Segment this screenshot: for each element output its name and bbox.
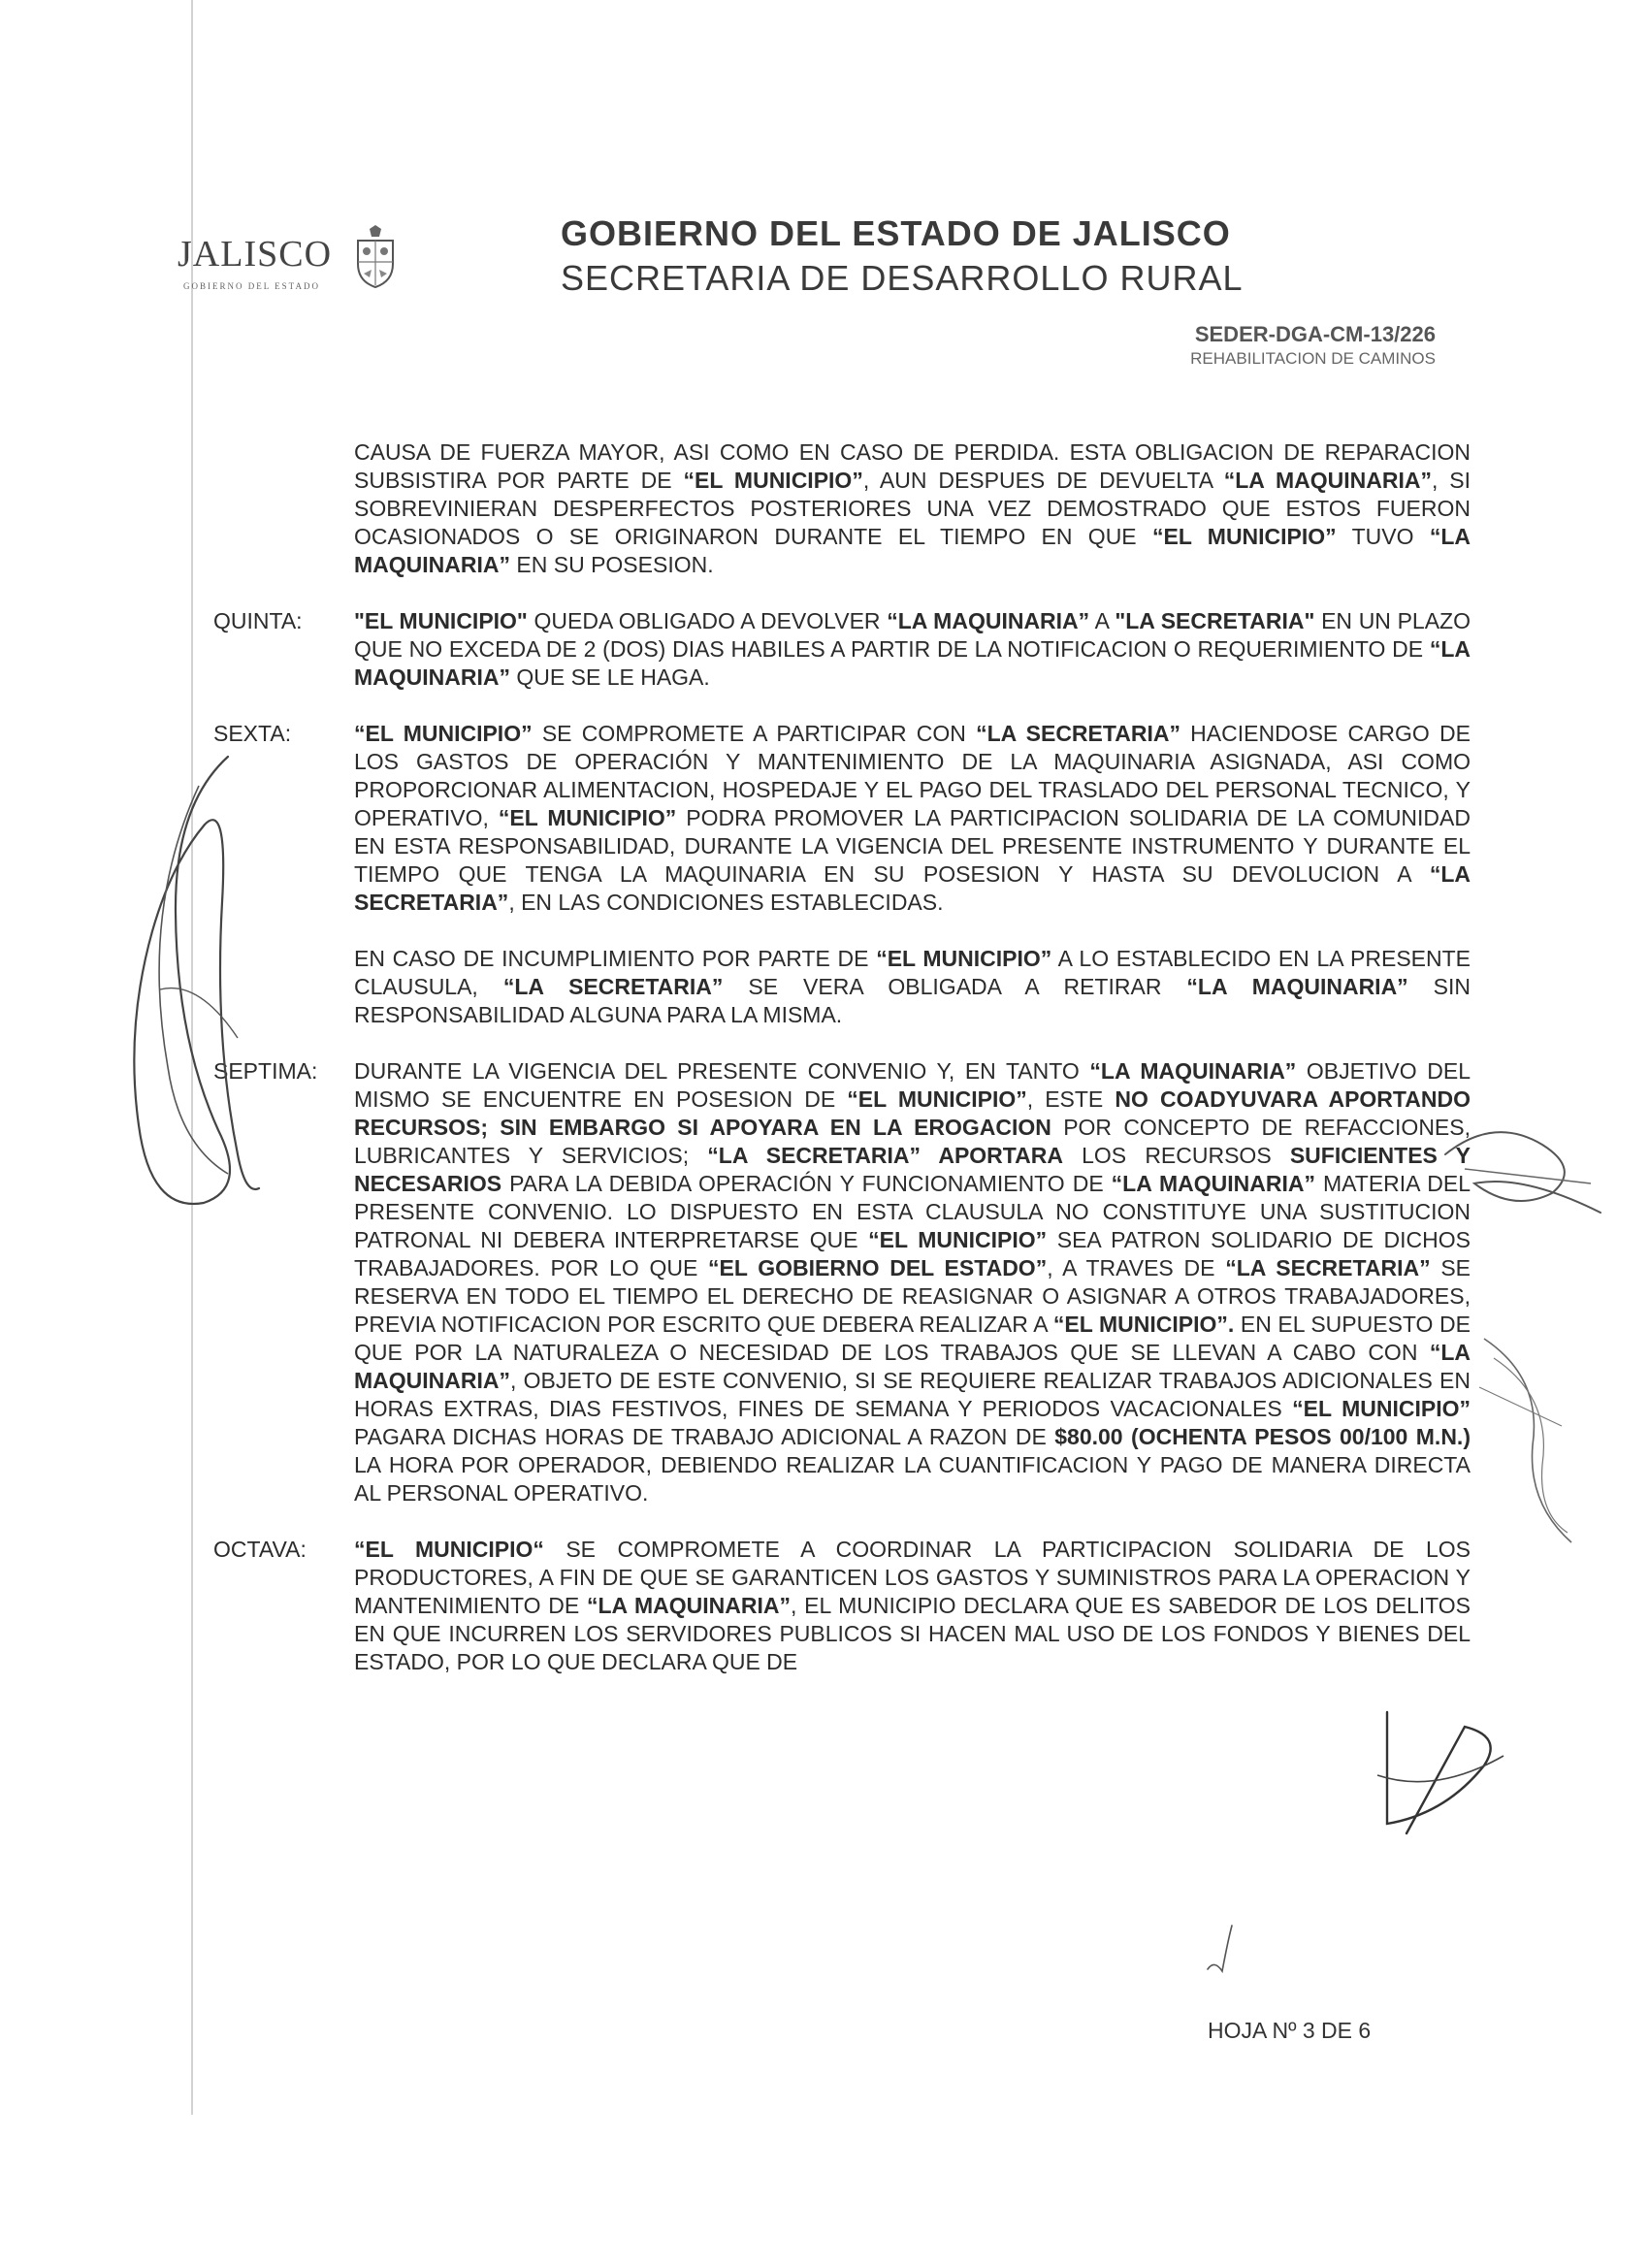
- body-text: , EN LAS CONDICIONES ESTABLECIDAS.: [508, 890, 944, 915]
- emphasis-text: “LA MAQUINARIA”: [354, 1340, 1471, 1393]
- body-text: SE COMPROMETE A PARTICIPAR CON: [532, 721, 977, 746]
- body-text: QUEDA OBLIGADO A DEVOLVER: [527, 608, 888, 633]
- clause-label: SEXTA:: [213, 721, 292, 746]
- body-text: , SI SOBREVINIERAN DESPERFECTOS POSTERIORES UNA VEZ DEMOSTRADO QUE ESTOS FUERON OCASIONADOS O SE ORIGINARON DURANTE EL TIEMPO EN QUE: [354, 468, 1471, 549]
- clause-label: QUINTA:: [213, 608, 303, 633]
- left-margin-rule: [191, 0, 193, 2115]
- secretariat-title: SECRETARIA DE DESARROLLO RURAL: [561, 258, 1244, 298]
- government-title: GOBIERNO DEL ESTADO DE JALISCO: [561, 213, 1231, 253]
- body-text: , OBJETO DE ESTE CONVENIO, SI SE REQUIERE REALIZAR TRABAJOS ADICIONALES EN HORAS EXTRAS, DIAS FESTIVOS, FINES DE SEMANA Y PERIODOS VACACIONALES: [354, 1368, 1471, 1421]
- emphasis-text: NO COADYUVARA APORTANDO RECURSOS; SIN EMBARGO SI APOYARA EN LA EROGACION: [354, 1086, 1471, 1140]
- emphasis-text: “EL MUNICIPIO”: [876, 946, 1052, 971]
- body-text: A: [1089, 608, 1116, 633]
- body-text: A LO ESTABLECIDO EN LA PRESENTE CLAUSULA,: [354, 946, 1471, 999]
- body-text: SEA PATRON SOLIDARIO DE DICHOS TRABAJADORES. POR LO QUE: [354, 1227, 1471, 1280]
- clause-paragraph: [354, 720, 1471, 917]
- clause-block: [213, 1536, 1471, 1676]
- body-text: PARA LA DEBIDA OPERACIÓN Y FUNCIONAMIENTO DE: [501, 1171, 1112, 1196]
- clause-body: [354, 607, 1471, 692]
- body-text: , A TRAVES DE: [1047, 1255, 1226, 1280]
- emphasis-text: “LA SECRETARIA”: [354, 861, 1471, 915]
- clause-body: [354, 1057, 1471, 1507]
- emphasis-text: “EL MUNICIPIO”: [847, 1086, 1027, 1112]
- emphasis-text: “EL MUNICIPIO“: [354, 1537, 544, 1562]
- emphasis-text: “EL MUNICIPIO”: [683, 468, 863, 493]
- clause-block: [213, 720, 1471, 1029]
- emphasis-text: “LA MAQUINARIA”: [354, 636, 1471, 690]
- clause-body: [354, 720, 1471, 1029]
- body-text: , AUN DESPUES DE DEVUELTA: [862, 468, 1224, 493]
- clause-label: [213, 438, 354, 579]
- emphasis-text: “LA SECRETARIA”: [502, 974, 724, 999]
- body-text: OBJETIVO DEL MISMO SE ENCUENTRE EN POSESION DE: [354, 1058, 1471, 1112]
- body-text: TUVO: [1336, 524, 1430, 549]
- body-text: DURANTE LA VIGENCIA DEL PRESENTE CONVENIO Y, EN TANTO: [354, 1058, 1090, 1084]
- emphasis-text: “LA MAQUINARIA”: [1089, 1058, 1297, 1084]
- emphasis-text: SUFICIENTES Y NECESARIOS: [354, 1143, 1471, 1196]
- clause-paragraph: [354, 438, 1471, 579]
- body-text: LOS RECURSOS: [1062, 1143, 1290, 1168]
- clause-label: OCTAVA:: [213, 1537, 307, 1562]
- reference-subtitle: REHABILITACION DE CAMINOS: [1190, 349, 1436, 368]
- clause-paragraph: [354, 945, 1471, 1029]
- emphasis-text: “EL MUNICIPIO”: [1292, 1396, 1471, 1421]
- emphasis-text: “EL MUNICIPIO”: [868, 1227, 1048, 1252]
- clause-paragraph: [354, 1057, 1471, 1507]
- rubric-mark: [1368, 1707, 1513, 1843]
- body-text: , EL MUNICIPIO DECLARA QUE ES SABEDOR DE LOS DELITOS EN QUE INCURREN LOS SERVIDORES PUBLICOS SI HACEN MAL USO DE LOS FONDOS Y BIENES DEL ESTADO, POR LO QUE DECLARA QUE DE: [354, 1593, 1471, 1674]
- reference-code: SEDER-DGA-CM-13/226: [1194, 322, 1436, 346]
- logo-wordmark: JALISCO: [178, 234, 333, 275]
- emphasis-text: “EL MUNICIPIO”.: [1052, 1312, 1235, 1337]
- emphasis-text: “EL GOBIERNO DEL ESTADO”: [708, 1255, 1048, 1280]
- body-text: MATERIA DEL PRESENTE CONVENIO. LO DISPUESTO EN ESTA CLAUSULA NO CONSTITUYE UNA SUSTITUCION PATRONAL NI DEBERA INTERPRETARSE QUE: [354, 1171, 1471, 1252]
- body-text: LA HORA POR OPERADOR, DEBIENDO REALIZAR LA CUANTIFICACION Y PAGO DE MANERA DIRECTA AL PERSONAL OPERATIVO.: [354, 1452, 1471, 1506]
- emphasis-text: “EL MUNICIPIO”: [354, 721, 533, 746]
- body-text: EN CASO DE INCUMPLIMIENTO POR PARTE DE: [354, 946, 877, 971]
- emphasis-text: “LA MAQUINARIA”: [1186, 974, 1408, 999]
- emphasis-text: “LA SECRETARIA” APORTARA: [707, 1143, 1063, 1168]
- emphasis-text: “LA SECRETARIA”: [1225, 1255, 1431, 1280]
- body-text: PAGARA DICHAS HORAS DE TRABAJO ADICIONAL A RAZON DE: [354, 1424, 1055, 1449]
- emphasis-text: “LA MAQUINARIA”: [1111, 1171, 1315, 1196]
- emphasis-text: “LA SECRETARIA”: [976, 721, 1180, 746]
- jalisco-logo: [178, 233, 401, 310]
- body-text: , ESTE: [1026, 1086, 1116, 1112]
- body-text: SE COMPROMETE A COORDINAR LA PARTICIPACION SOLIDARIA DE LOS PRODUCTORES, A FIN DE QUE SE GARANTICEN LOS GASTOS Y SUMINISTROS PARA LA OPERACION Y MANTENIMIENTO DE: [354, 1537, 1471, 1618]
- body-text: EN UN PLAZO QUE NO EXCEDA DE 2 (DOS) DIAS HABILES A PARTIR DE LA NOTIFICACION O REQUERIMIENTO DE: [354, 608, 1471, 662]
- emphasis-text: $80.00 (OCHENTA PESOS 00/100 M.N.): [1054, 1424, 1471, 1449]
- emphasis-text: “LA MAQUINARIA”: [586, 1593, 791, 1618]
- emphasis-text: "LA SECRETARIA": [1115, 608, 1315, 633]
- emphasis-text: “LA MAQUINARIA”: [1223, 468, 1432, 493]
- clause-label: SEPTIMA:: [213, 1058, 318, 1084]
- clause-body: [354, 438, 1471, 579]
- clause-paragraph: [354, 1536, 1471, 1676]
- body-text: PODRA PROMOVER LA PARTICIPACION SOLIDARIA DE LA COMUNIDAD EN ESTA RESPONSABILIDAD, DURANTE LA VIGENCIA DEL PRESENTE INSTRUMENTO Y DURANTE EL TIEMPO QUE TENGA LA MAQUINARIA EN SU POSESION Y HASTA SU DEVOLUCION A: [354, 805, 1471, 887]
- clauses-body: [213, 438, 1471, 1704]
- body-text: QUE SE LE HAGA.: [510, 664, 710, 690]
- body-text: CAUSA DE FUERZA MAYOR, ASI COMO EN CASO DE PERDIDA. ESTA OBLIGACION DE REPARACION SUBSISTIRA POR PARTE DE: [354, 439, 1471, 493]
- clause-paragraph: [354, 607, 1471, 692]
- reference-block: [1190, 322, 1436, 369]
- body-text: POR CONCEPTO DE REFACCIONES, LUBRICANTES Y SERVICIOS;: [354, 1115, 1471, 1168]
- emphasis-text: “LA MAQUINARIA”: [354, 524, 1471, 577]
- emphasis-text: "EL MUNICIPIO": [354, 608, 528, 633]
- body-text: EN SU POSESION.: [510, 552, 714, 577]
- margin-scribble-mark: [1474, 1329, 1581, 1552]
- clause-block: [213, 1057, 1471, 1507]
- emphasis-text: “LA MAQUINARIA”: [887, 608, 1090, 633]
- small-check-mark: [1203, 1921, 1251, 1989]
- emphasis-text: “EL MUNICIPIO”: [1151, 524, 1337, 549]
- logo-subtitle: GOBIERNO DEL ESTADO: [183, 281, 320, 291]
- emphasis-text: “EL MUNICIPIO”: [498, 805, 677, 830]
- body-text: HACIENDOSE CARGO DE LOS GASTOS DE OPERACIÓN Y MANTENIMIENTO DE LA MAQUINARIA ASIGNADA, ASI COMO PROPORCIONAR ALIMENTACION, HOSPEDAJE Y EL PAGO DEL TRASLADO DEL PERSONAL TECNICO, Y OPERATIVO,: [354, 721, 1471, 830]
- body-text: SIN RESPONSABILIDAD ALGUNA PARA LA MISMA.: [354, 974, 1471, 1027]
- clause-body: [354, 1536, 1471, 1676]
- body-text: SE VERA OBLIGADA A RETIRAR: [723, 974, 1187, 999]
- state-crest-icon: [352, 225, 399, 289]
- page-number: HOJA Nº 3 DE 6: [1208, 2018, 1372, 2043]
- document-header: [561, 213, 1244, 299]
- body-text: SE RESERVA EN TODO EL TIEMPO EL DERECHO DE REASIGNAR O ASIGNAR A OTROS TRABAJADORES, PREVIA NOTIFICACION POR ESCRITO QUE DEBERA REALIZAR A: [354, 1255, 1471, 1337]
- clause-block: [213, 607, 1471, 692]
- clause-block: [213, 438, 1471, 579]
- body-text: EN EL SUPUESTO DE QUE POR LA NATURALEZA O NECESIDAD DE LOS TRABAJOS QUE SE LLEVAN A CABO CON: [354, 1312, 1471, 1365]
